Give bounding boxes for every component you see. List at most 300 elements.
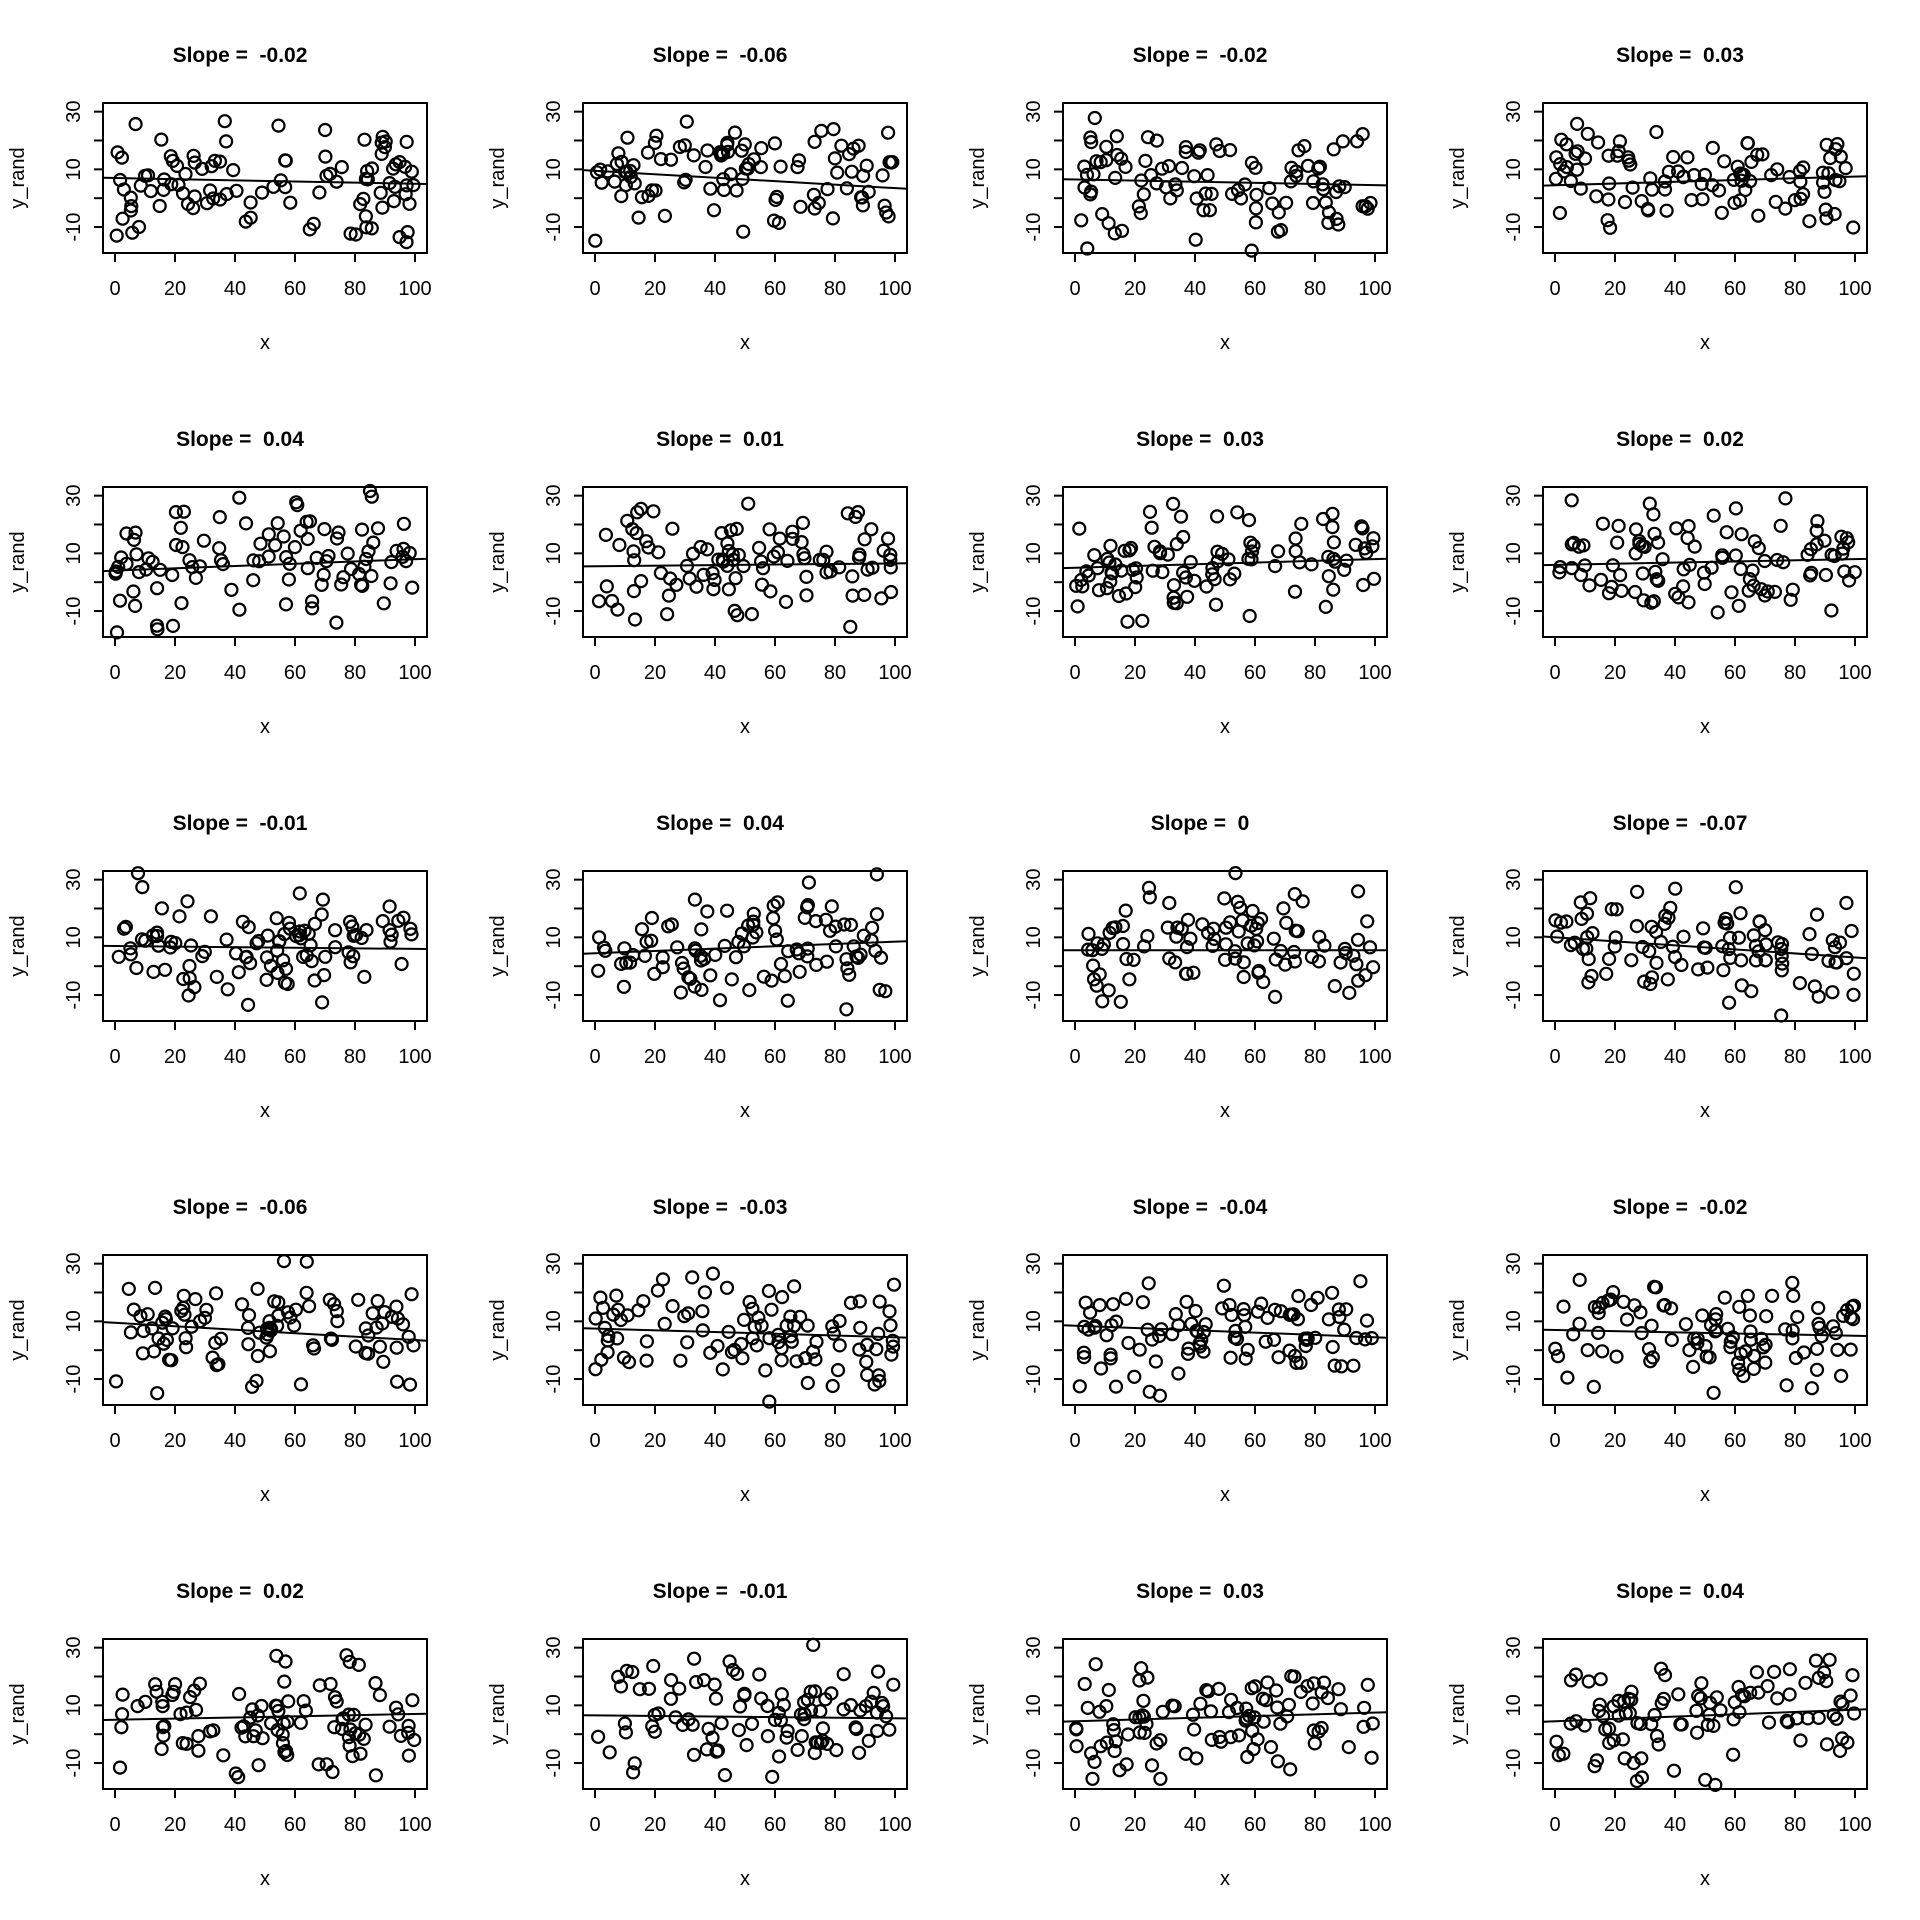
scatter-point	[1787, 1290, 1799, 1302]
y-tick-label: 10	[1503, 1310, 1525, 1333]
scatter-point	[701, 906, 713, 918]
scatter-point	[137, 1347, 149, 1359]
x-tick-label: 60	[1723, 662, 1747, 684]
scatter-point	[704, 1347, 716, 1359]
scatter-point	[797, 517, 809, 529]
scatter-panel	[0, 0, 480, 384]
y-tick-label: 30	[1023, 484, 1045, 507]
y-axis-label: y_rand	[7, 147, 29, 209]
scatter-point	[384, 901, 396, 913]
y-tick-label: -10	[543, 1748, 565, 1778]
x-tick-label: 100	[1358, 1814, 1392, 1836]
scatter-point	[1121, 953, 1133, 965]
scatter-point	[1735, 563, 1747, 575]
y-axis-label: y_rand	[7, 1299, 29, 1361]
scatter-point	[255, 538, 267, 550]
scatter-point	[882, 533, 894, 545]
scatter-point	[779, 970, 791, 982]
scatter-point	[116, 1708, 128, 1720]
y-axis-label: y_rand	[1447, 915, 1469, 977]
scatter-point	[1691, 1727, 1703, 1739]
scatter-point	[1784, 171, 1796, 183]
scatter-point	[1089, 112, 1101, 124]
scatter-point	[807, 1639, 819, 1651]
scatter-point	[318, 523, 330, 535]
y-tick-label: -10	[543, 980, 565, 1010]
scatter-point	[1582, 128, 1594, 140]
x-tick-label: 40	[1663, 278, 1687, 300]
x-tick-label: 20	[163, 278, 187, 300]
x-tick-label: 80	[1303, 278, 1327, 300]
scatter-point	[1786, 1277, 1798, 1289]
scatter-point	[205, 910, 217, 922]
scatter-point	[319, 151, 331, 163]
x-tick-label: 0	[109, 1814, 121, 1836]
scatter-point	[130, 118, 142, 130]
scatter-point	[1116, 225, 1128, 237]
scatter-point	[853, 1747, 865, 1759]
scatter-point	[600, 529, 612, 541]
scatter-plot-svg	[0, 384, 480, 768]
scatter-point	[174, 910, 186, 922]
scatter-point	[1100, 141, 1112, 153]
y-axis-label: y_rand	[967, 147, 989, 209]
scatter-point	[230, 1768, 242, 1780]
scatter-point	[278, 1255, 290, 1267]
scatter-point	[1362, 1679, 1374, 1691]
scatter-point	[700, 161, 712, 173]
scatter-point	[1647, 508, 1659, 520]
scatter-point	[1847, 1669, 1859, 1681]
scatter-plot-svg	[480, 1536, 960, 1920]
scatter-point	[1265, 1741, 1277, 1753]
scatter-point	[129, 600, 141, 612]
scatter-point	[401, 136, 413, 148]
scatter-point	[1824, 1654, 1836, 1666]
scatter-point	[1675, 959, 1687, 971]
scatter-point	[655, 567, 667, 579]
scatter-point	[690, 1676, 702, 1688]
scatter-point	[796, 1730, 808, 1742]
scatter-point	[219, 115, 231, 127]
scatter-point	[1367, 532, 1379, 544]
x-tick-label: 0	[589, 1814, 601, 1836]
scatter-point	[398, 518, 410, 530]
panel-title: Slope = 0	[1150, 812, 1250, 835]
scatter-point	[859, 533, 871, 545]
scatter-point	[1244, 610, 1256, 622]
scatter-point	[1272, 545, 1284, 557]
scatter-point	[1329, 980, 1341, 992]
scatter-point	[130, 527, 142, 539]
scatter-point	[378, 597, 390, 609]
scatter-point	[731, 185, 743, 197]
panel-title: Slope = -0.02	[1612, 1196, 1748, 1219]
x-tick-label: 20	[643, 1814, 667, 1836]
scatter-point	[1137, 1296, 1149, 1308]
scatter-point	[1113, 590, 1125, 602]
x-axis-label: x	[1220, 332, 1230, 354]
scatter-point	[1283, 1699, 1295, 1711]
scatter-point	[1650, 126, 1662, 138]
scatter-point	[1554, 207, 1566, 219]
scatter-point	[721, 905, 733, 917]
scatter-point	[303, 1300, 315, 1312]
scatter-point	[753, 1669, 765, 1681]
scatter-point	[1364, 941, 1376, 953]
scatter-point	[592, 1731, 604, 1743]
scatter-point	[1646, 184, 1658, 196]
x-tick-label: 0	[589, 1430, 601, 1452]
scatter-point	[829, 152, 841, 164]
x-tick-label: 40	[703, 1430, 727, 1452]
y-axis-label: y_rand	[1447, 147, 1469, 209]
scatter-point	[233, 604, 245, 616]
scatter-point	[273, 120, 285, 132]
y-tick-label: 10	[63, 926, 85, 949]
scatter-point	[1621, 1314, 1633, 1326]
y-tick-label: 10	[543, 1310, 565, 1333]
scatter-point	[1354, 1275, 1366, 1287]
scatter-point	[1280, 197, 1292, 209]
y-tick-label: 30	[63, 100, 85, 123]
scatter-plot-svg	[960, 768, 1440, 1152]
scatter-point	[1103, 1684, 1115, 1696]
x-tick-label: 40	[223, 662, 247, 684]
scatter-point	[404, 1379, 416, 1391]
scatter-point	[776, 1291, 788, 1303]
y-tick-label: 30	[543, 1636, 565, 1659]
scatter-point	[261, 974, 273, 986]
y-tick-label: -10	[63, 596, 85, 626]
scatter-point	[1163, 897, 1175, 909]
x-axis-label: x	[740, 1868, 750, 1890]
x-tick-label: 20	[163, 662, 187, 684]
scatter-point	[877, 169, 889, 181]
scatter-point	[151, 582, 163, 594]
scatter-point	[256, 187, 268, 199]
scatter-point	[618, 981, 630, 993]
scatter-point	[1590, 190, 1602, 202]
scatter-point	[1216, 1302, 1228, 1314]
scatter-point	[1689, 541, 1701, 553]
panel-title: Slope = 0.03	[1136, 428, 1264, 451]
scatter-point	[1337, 135, 1349, 147]
scatter-point	[1241, 1751, 1253, 1763]
scatter-point	[1549, 1343, 1561, 1355]
scatter-point	[406, 582, 418, 594]
x-tick-label: 0	[109, 278, 121, 300]
panel-title: Slope = -0.06	[172, 1196, 308, 1219]
scatter-point	[1651, 957, 1663, 969]
y-tick-label: -10	[63, 212, 85, 242]
scatter-point	[156, 1743, 168, 1755]
panel-title: Slope = -0.04	[1132, 1196, 1268, 1219]
scatter-point	[391, 1376, 403, 1388]
scatter-point	[1666, 1334, 1678, 1346]
y-tick-label: -10	[1503, 212, 1525, 242]
x-tick-label: 80	[823, 1814, 847, 1836]
y-tick-label: 30	[1503, 100, 1525, 123]
scatter-point	[650, 130, 662, 142]
scatter-point	[127, 586, 139, 598]
scatter-point	[1190, 1305, 1202, 1317]
scatter-point	[113, 951, 125, 963]
scatter-point	[764, 523, 776, 535]
x-tick-label: 60	[763, 1046, 787, 1068]
scatter-point	[149, 1678, 161, 1690]
scatter-point	[1312, 1292, 1324, 1304]
y-tick-label: 30	[1023, 1252, 1045, 1275]
scatter-panel	[1440, 384, 1920, 768]
scatter-point	[835, 140, 847, 152]
x-tick-label: 80	[343, 662, 367, 684]
scatter-point	[1277, 902, 1289, 914]
scatter-panel	[480, 0, 960, 384]
x-tick-label: 0	[1069, 662, 1081, 684]
scatter-point	[1225, 1352, 1237, 1364]
scatter-point	[619, 1718, 631, 1730]
scatter-point	[1848, 968, 1860, 980]
x-tick-label: 40	[1183, 662, 1207, 684]
x-tick-label: 20	[643, 1430, 667, 1452]
scatter-point	[593, 595, 605, 607]
x-tick-label: 60	[1243, 1814, 1267, 1836]
scatter-point	[659, 1318, 671, 1330]
scatter-point	[1333, 1304, 1345, 1316]
scatter-point	[766, 1304, 778, 1316]
scatter-point	[734, 1701, 746, 1713]
x-tick-label: 40	[703, 278, 727, 300]
scatter-point	[659, 210, 671, 222]
scatter-point	[1809, 981, 1821, 993]
scatter-point	[189, 191, 201, 203]
scatter-point	[821, 956, 833, 968]
panel-title: Slope = -0.06	[652, 44, 788, 67]
scatter-point	[622, 132, 634, 144]
scatter-point	[1752, 210, 1764, 222]
scatter-plot-svg	[960, 1536, 1440, 1920]
scatter-point	[689, 894, 701, 906]
scatter-point	[628, 585, 640, 597]
scatter-point	[775, 958, 787, 970]
scatter-point	[1558, 1301, 1570, 1313]
scatter-point	[180, 1332, 192, 1344]
scatter-point	[123, 1283, 135, 1295]
y-axis-label: y_rand	[967, 1683, 989, 1745]
scatter-point	[272, 517, 284, 529]
scatter-point	[1120, 905, 1132, 917]
scatter-point	[1768, 1666, 1780, 1678]
scatter-point	[615, 190, 627, 202]
scatter-points	[110, 1255, 419, 1399]
scatter-point	[1718, 155, 1730, 167]
x-tick-label: 0	[1549, 278, 1561, 300]
x-tick-label: 40	[1183, 1046, 1207, 1068]
scatter-point	[242, 1338, 254, 1350]
y-tick-label: -10	[1023, 596, 1045, 626]
scatter-point	[1804, 928, 1816, 940]
y-tick-label: 30	[1503, 1636, 1525, 1659]
x-tick-label: 20	[1123, 1430, 1147, 1452]
scatter-point	[271, 912, 283, 924]
scatter-point	[1361, 1315, 1373, 1327]
scatter-point	[641, 1335, 653, 1347]
scatter-point	[838, 1668, 850, 1680]
y-tick-label: 10	[63, 158, 85, 181]
scatter-point	[828, 1328, 840, 1340]
x-tick-label: 40	[703, 1814, 727, 1836]
scatter-point	[1784, 1689, 1796, 1701]
scatter-point	[652, 1285, 664, 1297]
scatter-point	[1194, 1698, 1206, 1710]
x-tick-label: 100	[398, 1814, 432, 1836]
x-tick-label: 60	[1723, 1430, 1747, 1452]
y-tick-label: 30	[1503, 1252, 1525, 1275]
panel-title: Slope = 0.03	[1136, 1580, 1264, 1603]
scatter-point	[1343, 1741, 1355, 1753]
scatter-point	[110, 1375, 122, 1387]
scatter-point	[1744, 1310, 1756, 1322]
scatter-point	[1730, 550, 1742, 562]
scatter-point	[225, 584, 237, 596]
scatter-point	[1185, 556, 1197, 568]
scatter-point	[155, 134, 167, 146]
x-tick-label: 40	[1663, 1814, 1687, 1836]
scatter-point	[755, 161, 767, 173]
x-tick-label: 40	[703, 662, 727, 684]
scatter-point	[1699, 578, 1711, 590]
scatter-point	[1343, 987, 1355, 999]
panel-title: Slope = -0.01	[652, 1580, 788, 1603]
x-axis-label: x	[1700, 1868, 1710, 1890]
y-tick-label: 10	[1503, 158, 1525, 181]
scatter-point	[854, 1322, 866, 1334]
scatter-point	[712, 1340, 724, 1352]
y-tick-label: 10	[543, 158, 565, 181]
scatter-point	[733, 1724, 745, 1736]
plot-box	[1543, 1639, 1867, 1789]
scatter-point	[1295, 518, 1307, 530]
x-tick-label: 80	[1783, 662, 1807, 684]
scatter-point	[1779, 492, 1791, 504]
x-tick-label: 0	[1549, 1046, 1561, 1068]
scatter-point	[674, 1355, 686, 1367]
scatter-point	[222, 983, 234, 995]
scatter-point	[726, 973, 738, 985]
plot-box	[583, 871, 907, 1021]
scatter-points	[592, 868, 891, 1015]
scatter-point	[356, 524, 368, 536]
scatter-point	[1323, 570, 1335, 582]
scatter-point	[1745, 985, 1757, 997]
scatter-point	[1736, 528, 1748, 540]
x-tick-label: 60	[283, 662, 307, 684]
scatter-point	[1238, 971, 1250, 983]
x-tick-label: 80	[1303, 662, 1327, 684]
x-tick-label: 40	[223, 278, 247, 300]
scatter-point	[1190, 234, 1202, 246]
x-tick-label: 60	[1723, 1046, 1747, 1068]
scatter-point	[390, 1301, 402, 1313]
scatter-point	[289, 541, 301, 553]
scatter-point	[860, 1356, 872, 1368]
scatter-point	[1595, 1673, 1607, 1685]
scatter-point	[827, 1380, 839, 1392]
scatter-panel	[960, 384, 1440, 768]
scatter-point	[384, 1721, 396, 1733]
x-tick-label: 60	[1723, 278, 1747, 300]
x-tick-label: 0	[1549, 1430, 1561, 1452]
scatter-point	[709, 1679, 721, 1691]
x-tick-label: 60	[283, 278, 307, 300]
scatter-point	[279, 154, 291, 166]
x-axis-label: x	[1700, 332, 1710, 354]
scatter-point	[217, 1749, 229, 1761]
scatter-point	[1328, 536, 1340, 548]
scatter-point	[1631, 886, 1643, 898]
scatter-point	[280, 598, 292, 610]
scatter-point	[863, 1735, 875, 1747]
scatter-point	[802, 1377, 814, 1389]
x-tick-label: 60	[763, 1814, 787, 1836]
scatter-point	[233, 1688, 245, 1700]
x-tick-label: 40	[1183, 278, 1207, 300]
scatter-point	[699, 1286, 711, 1298]
scatter-point	[1136, 615, 1148, 627]
scatter-point	[1820, 569, 1832, 581]
scatter-point	[1742, 137, 1754, 149]
scatter-point	[1584, 579, 1596, 591]
scatter-point	[1733, 1301, 1745, 1313]
scatter-point	[1095, 1363, 1107, 1375]
scatter-point	[601, 580, 613, 592]
scatter-point	[1812, 1302, 1824, 1314]
x-axis-label: x	[260, 1484, 270, 1506]
y-tick-label: 10	[63, 542, 85, 565]
scatter-point	[111, 230, 123, 242]
scatter-point	[1327, 584, 1339, 596]
scatter-point	[1834, 1745, 1846, 1757]
scatter-point	[1150, 1356, 1162, 1368]
scatter-point	[1352, 934, 1364, 946]
scatter-point	[670, 1711, 682, 1723]
scatter-point	[741, 1739, 753, 1751]
scatter-point	[148, 966, 160, 978]
x-tick-label: 60	[283, 1046, 307, 1068]
scatter-point	[156, 902, 168, 914]
scatter-point	[696, 1305, 708, 1317]
x-axis-label: x	[1700, 716, 1710, 738]
y-tick-label: -10	[63, 1748, 85, 1778]
scatter-point	[167, 620, 179, 632]
scatter-point	[792, 1744, 804, 1756]
scatter-point	[295, 525, 307, 537]
scatter-point	[871, 908, 883, 920]
scatter-point	[1730, 881, 1742, 893]
x-axis-label: x	[740, 1100, 750, 1122]
scatter-point	[1681, 151, 1693, 163]
scatter-plot-svg	[480, 1152, 960, 1536]
panel-title: Slope = 0.04	[1616, 1580, 1744, 1603]
y-tick-label: 30	[1023, 100, 1045, 123]
x-tick-label: 0	[1069, 1814, 1081, 1836]
fit-line	[1543, 559, 1867, 565]
scatter-point	[1111, 130, 1123, 142]
scatter-point	[688, 1749, 700, 1761]
scatter-point	[1775, 520, 1787, 532]
scatter-point	[1146, 1759, 1158, 1771]
